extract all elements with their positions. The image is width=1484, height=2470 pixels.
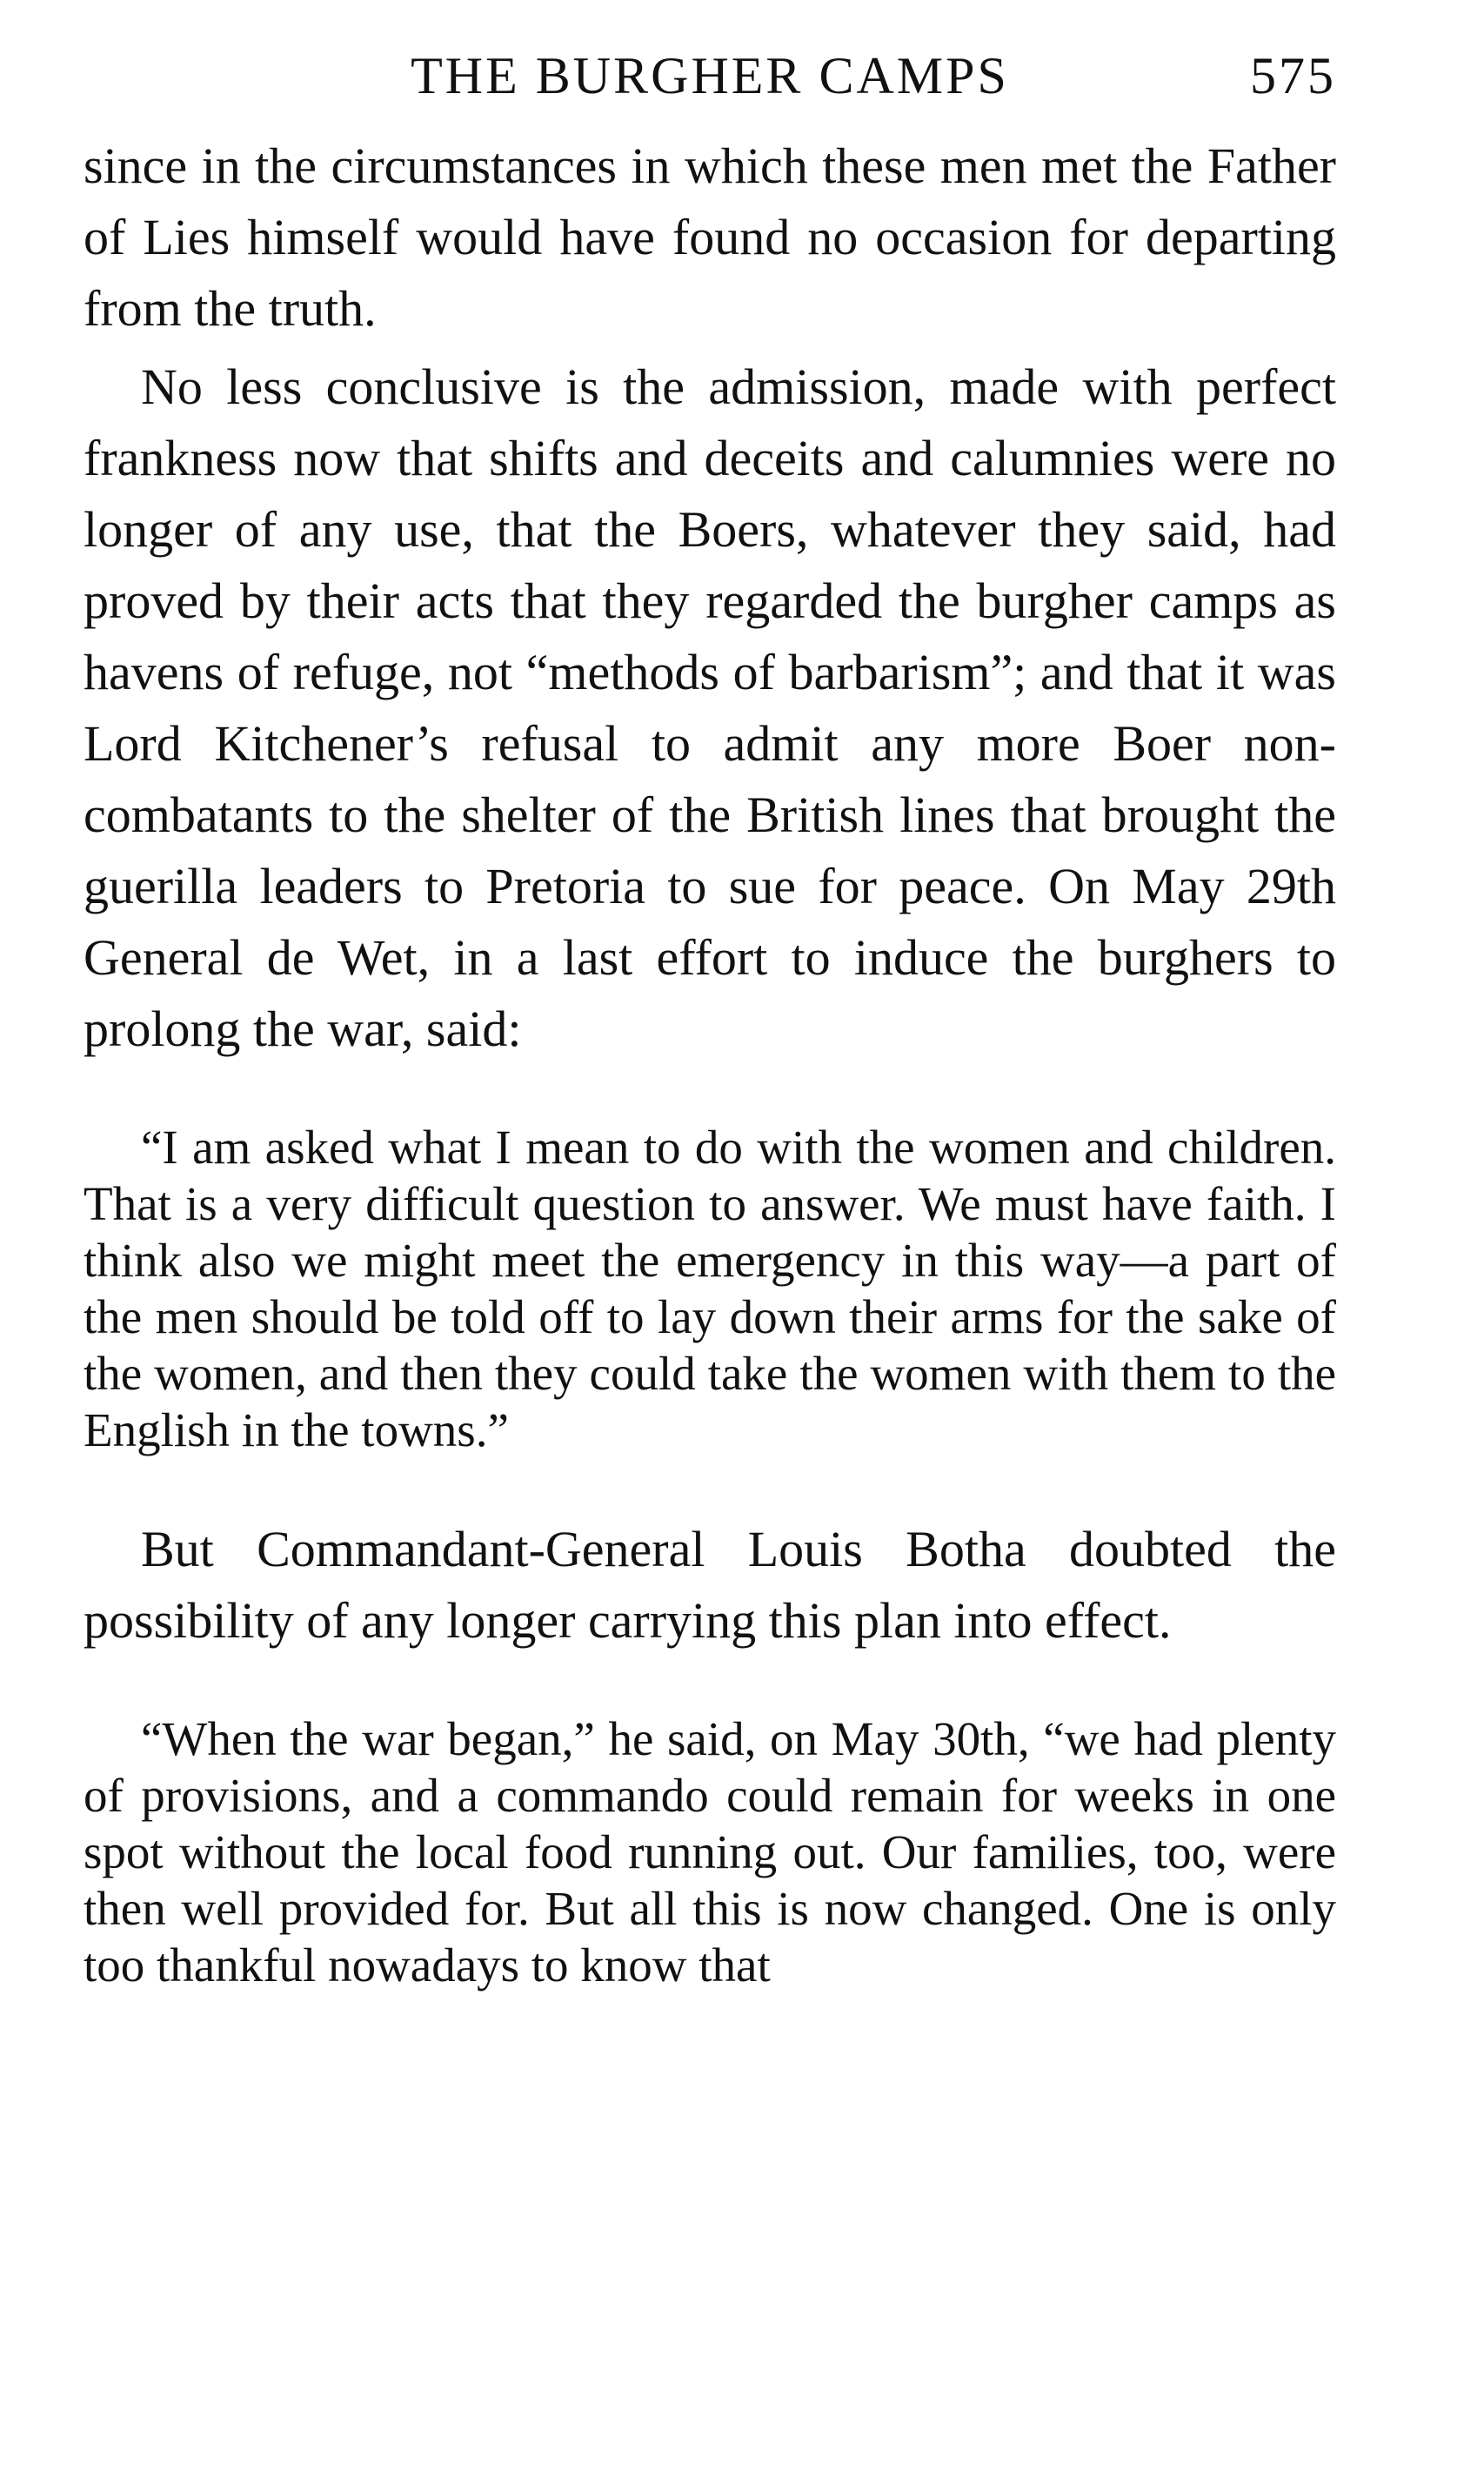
- admission-paragraph: No less conclusive is the admission, made with perfect frankness now that shifts and deceits and calumnies were no longer of any use, that the Boers, whatever they said, had proved by their acts that they regarded the burgher camps as havens of refuge, not “methods of barbarism”; and that it was Lord Kitchener’s refusal to admit any more Boer non-combatants to the shelter of the British lines that brought the guerilla leaders to Pretoria to sue for peace. On May 29th General de Wet, in a last effort to induce the burghers to prolong the war, said:: [84, 358, 1336, 1057]
- botha-paragraph: But Commandant-General Louis Botha doubted the possibility of any longer carrying this plan into effect.: [84, 1521, 1336, 1649]
- running-title: THE BURGHER CAMPS: [411, 47, 1009, 104]
- page-number: 575: [1250, 47, 1336, 104]
- continuation-paragraph: since in the circumstances in which these men met the Father of Lies himself would have found no occasion for departing from the truth.: [84, 137, 1336, 337]
- running-head: [84, 37, 1336, 115]
- botha-quotation: “When the war began,” he said, on May 30th, “we had plenty of provisions, and a commando could remain for weeks in one spot without the local food running out. Our families, too, were then well provided for. But all this is now changed. One is only too thankful nowadays to know that: [84, 1712, 1336, 1991]
- book-page: [84, 37, 1336, 1993]
- de-wet-quotation: “I am asked what I mean to do with the women and children. That is a very difficult question to answer. We must have faith. I think also we might meet the emergency in this way—a part of the men should be told off to lay down their arms for the sake of the women, and then they could take the women with them to the English in the towns.”: [84, 1121, 1336, 1456]
